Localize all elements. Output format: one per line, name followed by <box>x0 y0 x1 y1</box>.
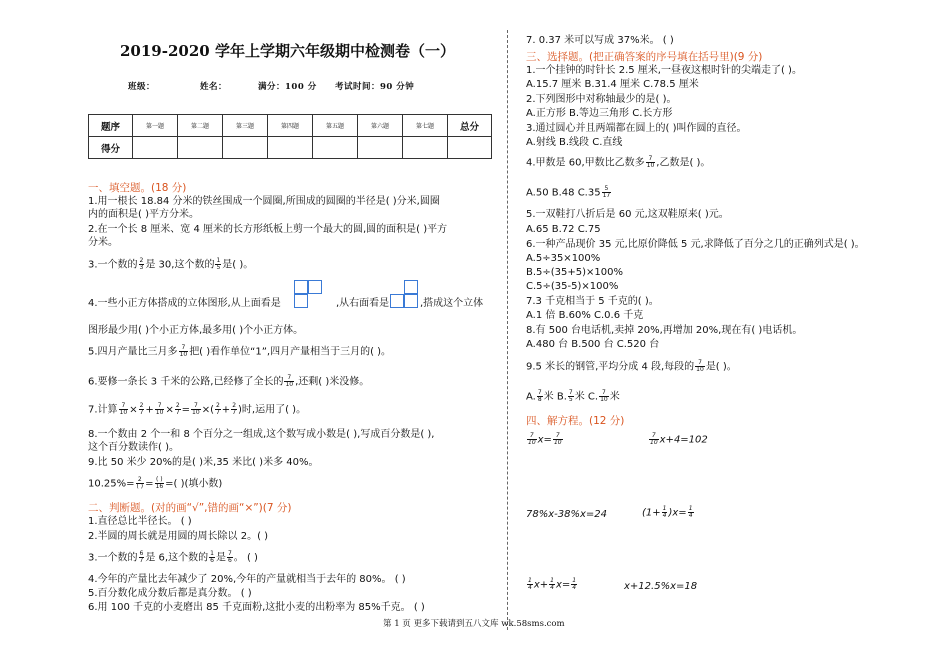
num: 1 <box>572 577 577 584</box>
den: 10 <box>528 439 536 446</box>
fraction <box>649 433 659 446</box>
score-table-row-head: 题序 <box>89 115 133 137</box>
text: (1+ <box>642 507 661 519</box>
s3-q1-options: A.15.7 厘米 B.31.4 厘米 C.78.5 厘米 <box>526 79 699 90</box>
s3-q7-options: A.1 倍 B.60% C.0.6 千克 <box>526 310 644 321</box>
fraction <box>284 375 294 388</box>
score-cell[interactable] <box>178 137 223 159</box>
s1-q1b: 内的面积是( )平方分米。 <box>88 209 199 220</box>
num: 5 <box>602 186 612 193</box>
num: 1 <box>688 505 693 512</box>
equation-2 <box>648 433 708 447</box>
equation-1 <box>526 433 564 447</box>
s2-q5: 5.百分数化成分数后都是真分数。 ( ) <box>88 588 252 599</box>
score-col-4: 第四题 <box>268 115 313 137</box>
text: 是( )。 <box>222 259 254 271</box>
score-col-1: 第一题 <box>133 115 178 137</box>
section2-title: 二、判断题。(对的画“√”,错的画“×”)(7 分) <box>88 502 292 514</box>
s1-q8b: 这个百分数读作( )。 <box>88 442 179 453</box>
text: 把( )看作单位“1”,四月产量相当于三月的( )。 <box>189 346 392 358</box>
num: 1 <box>216 257 221 264</box>
text: 是 6,这个数的 <box>145 552 209 564</box>
score-cell[interactable] <box>358 137 403 159</box>
den: 4 <box>572 584 577 591</box>
den: 5 <box>568 396 573 403</box>
num: 7 <box>179 345 189 352</box>
s3-q2-options: A.正方形 B.等边三角形 C.长方形 <box>526 108 673 119</box>
score-cell[interactable] <box>403 137 448 159</box>
s2-q7: 7. 0.37 米可以写成 37%米。 ( ) <box>526 35 674 46</box>
num: 7 <box>527 433 537 440</box>
fraction <box>537 390 543 403</box>
den: 10 <box>650 439 658 446</box>
s1-q1a: 1.用一根长 18.84 分米的铁丝围成一个圆圈,所围成的圆圈的半径是( )分米,圆圈 <box>88 196 440 207</box>
text: 。 ( ) <box>233 552 258 564</box>
den: 10 <box>600 396 608 403</box>
s2-q6: 6.用 100 千克的小麦磨出 85 千克面粉,这批小麦的出粉率为 85%千克。 ( ) <box>88 602 425 613</box>
num: 7 <box>646 156 656 163</box>
text: 7.计算 <box>88 404 118 416</box>
s3-q6-b: B.5÷(35+5)×100% <box>526 267 624 278</box>
den: 4 <box>688 512 693 519</box>
fraction <box>688 506 694 519</box>
s3-q8-options: A.480 台 B.500 台 C.520 台 <box>526 339 660 350</box>
fraction <box>549 578 555 591</box>
s3-q9 <box>526 360 737 374</box>
score-col-6: 第六题 <box>358 115 403 137</box>
text: ,乙数是( )。 <box>656 157 711 169</box>
text: 米 B. <box>543 391 567 403</box>
text: 4.甲数是 60,甲数比乙数多 <box>526 157 645 169</box>
s3-q6-a: A.5÷35×100% <box>526 253 601 264</box>
s3-q2: 2.下列图形中对称轴最少的是( )。 <box>526 94 677 105</box>
s1-q3 <box>88 258 253 272</box>
s1-q2a: 2.在一个长 8 厘米、宽 4 厘米的长方形纸板上剪一个最大的圆,圆的面积是( )平方 <box>88 224 448 235</box>
text: A.50 B.48 C.35 <box>526 187 601 199</box>
text: A. <box>526 391 536 403</box>
s3-q4-options <box>526 186 612 200</box>
fraction <box>568 390 574 403</box>
den: 3 <box>139 264 144 271</box>
den: 5 <box>216 264 221 271</box>
fraction <box>646 156 656 169</box>
fraction <box>209 551 215 564</box>
s1-q2b: 分米。 <box>88 237 118 248</box>
score-col-2: 第二题 <box>178 115 223 137</box>
fraction <box>599 390 609 403</box>
den: 10 <box>553 439 562 446</box>
page-footer: 第 1 页 更多下载请到五八文库 wk.58sms.com <box>383 619 565 629</box>
den: 10 <box>179 351 188 358</box>
s1-q4c: ,搭成这个立体 <box>420 298 484 309</box>
num: 7 <box>568 389 573 396</box>
s3-q4 <box>526 156 710 170</box>
num: 7 <box>553 433 563 440</box>
page-title: 2019-2020 学年上学期六年级期中检测卷（一） <box>120 42 455 60</box>
num: 1 <box>550 577 554 584</box>
score-cell[interactable] <box>268 137 313 159</box>
fraction <box>527 578 533 591</box>
s3-q3: 3.通过圆心并且两端都在圆上的( )叫作圆的直径。 <box>526 123 747 134</box>
den: 10 <box>285 381 294 388</box>
fraction <box>136 477 145 490</box>
s1-q4a: 4.一些小正方体搭成的立体图形,从上面看是 <box>88 298 281 309</box>
text: ,还剩( )米没修。 <box>295 376 370 388</box>
score-label: 满分：100 分 <box>258 82 317 92</box>
fraction <box>553 433 563 446</box>
score-col-5: 第五题 <box>313 115 358 137</box>
den: 10 <box>696 366 704 373</box>
s1-q10: 10.25%= $\frac{2}{( )}$ = $\frac{( )}{16}$ =( )(填小数) <box>88 476 223 490</box>
den: 10 <box>646 162 655 169</box>
equation-4 <box>642 506 695 520</box>
score-cell[interactable] <box>448 137 492 159</box>
s1-q5 <box>88 345 391 359</box>
text: 3.一个数的 <box>88 552 138 564</box>
text: 5.四月产量比三月多 <box>88 346 178 358</box>
s3-q7: 7.3 千克相当于 5 千克的( )。 <box>526 296 659 307</box>
section3-title: 三、选择题。(把正确答案的序号填在括号里)(9 分) <box>526 51 763 63</box>
s3-q8: 8.有 500 台电话机,卖掉 20%,再增加 20%,现在有( )电话机。 <box>526 325 803 336</box>
text: 是 30,这个数的 <box>145 259 215 271</box>
num: 7 <box>227 550 232 557</box>
fraction <box>527 433 537 446</box>
text: 是( )。 <box>705 361 737 373</box>
den: 7 <box>139 557 144 564</box>
section1-title: 一、填空题。(18 分) <box>88 182 187 194</box>
score-table <box>88 114 492 159</box>
fraction <box>602 186 612 199</box>
num: 7 <box>649 433 659 440</box>
fraction <box>179 345 189 358</box>
den: 6 <box>227 557 232 564</box>
num: 7 <box>284 375 294 382</box>
den: 17 <box>602 192 611 199</box>
s3-q5: 5.一双鞋打八折后是 60 元,这双鞋原来( )元。 <box>526 209 729 220</box>
text: 10.25%= <box>88 478 135 490</box>
column-divider <box>507 30 508 630</box>
num: 2 <box>136 477 145 484</box>
s1-q7: 7.计算 $\frac{7}{10}$ × $\frac{2}{7}$ + $\frac{7}{10}$ × $\frac{2}{7}$ = $\frac{7}{10}$ ×( $\frac{2}{7}$ + $\frac{2}{7}$ )时,运用了( )。 <box>88 402 307 416</box>
text: 9.5 米长的钢管,平均分成 4 段,每段的 <box>526 361 695 373</box>
score-cell[interactable] <box>133 137 178 159</box>
den: 4 <box>550 584 554 591</box>
score-cell[interactable] <box>223 137 268 159</box>
fraction <box>227 551 233 564</box>
s3-q5-options: A.65 B.72 C.75 <box>526 224 601 235</box>
fraction <box>662 506 668 519</box>
s1-q8a: 8.一个数由 2 个一和 8 个百分之一组成,这个数写成小数是( ),写成百分数是( ), <box>88 429 435 440</box>
equation-3: 78%x-38%x=24 <box>526 509 608 520</box>
text: x= <box>555 579 571 591</box>
s2-q1: 1.直径总比半径长。 ( ) <box>88 516 192 527</box>
num: 7 <box>695 360 705 367</box>
time-label: 考试时间：90 分钟 <box>335 82 415 92</box>
den: ( ) <box>136 483 144 490</box>
section4-title: 四、解方程。(12 分) <box>526 415 625 427</box>
num: 7 <box>599 390 609 397</box>
s3-q3-options: A.射线 B.线段 C.直线 <box>526 137 623 148</box>
den: 4 <box>662 512 667 519</box>
equation-6: x+12.5%x=18 <box>624 581 698 592</box>
num: 7 <box>537 389 542 396</box>
num: 6 <box>139 550 144 557</box>
den: 8 <box>537 396 542 403</box>
class-label: 班级： <box>128 82 156 92</box>
text: 是 <box>215 552 226 564</box>
score-total-head: 总分 <box>448 115 492 137</box>
score-cell[interactable] <box>313 137 358 159</box>
s3-q9-options <box>526 390 620 404</box>
num: 1 <box>210 550 214 557</box>
text: 6.要修一条长 3 千米的公路,已经修了全长的 <box>88 376 284 388</box>
den: 6 <box>210 557 214 564</box>
fraction <box>139 551 145 564</box>
fraction <box>215 258 221 271</box>
s1-q9: 9.比 50 米少 20%的是( )米,35 米比( )米多 40%。 <box>88 457 319 468</box>
den: 16 <box>155 483 164 490</box>
equation-5 <box>526 578 578 592</box>
num: 2 <box>139 257 144 264</box>
fraction <box>571 578 577 591</box>
score-row2-head: 得分 <box>89 137 133 159</box>
s1-q4d: 图形最少用( )个小正方体,最多用( )个小正方体。 <box>88 325 304 336</box>
s2-q3 <box>88 551 258 565</box>
s1-q4b: ,从右面看是 <box>336 298 390 309</box>
text: )x= <box>668 507 687 519</box>
score-col-7: 第七题 <box>403 115 448 137</box>
fraction <box>139 258 145 271</box>
text: 米 <box>609 391 620 403</box>
num: ( ) <box>156 476 163 483</box>
s3-q1: 1.一个挂钟的时针长 2.5 厘米,一昼夜这根时针的尖端走了( )。 <box>526 65 802 76</box>
text: 米 C. <box>574 391 599 403</box>
num: 1 <box>662 505 667 512</box>
s2-q4: 4.今年的产量比去年减少了 20%,今年的产量就相当于去年的 80%。 ( ) <box>88 574 406 585</box>
name-label: 姓名： <box>200 82 228 92</box>
s3-q6: 6.一种产品现价 35 元,比原价降低 5 元,求降低了百分之几的正确列式是( )。 <box>526 239 865 250</box>
den: 4 <box>528 584 532 591</box>
s1-q6 <box>88 375 369 389</box>
text: x= <box>537 434 552 446</box>
text: 时,运用了( )。 <box>241 404 307 416</box>
s2-q2: 2.半圆的周长就是用圆的周长除以 2。( ) <box>88 531 269 542</box>
num: 1 <box>528 577 532 584</box>
fraction <box>155 477 165 490</box>
text: x+ <box>533 579 549 591</box>
text: =( )(填小数) <box>165 478 223 490</box>
score-col-3: 第三题 <box>223 115 268 137</box>
fraction <box>695 360 705 373</box>
s3-q6-c: C.5÷(35-5)×100% <box>526 281 619 292</box>
text: x+4=102 <box>659 434 708 446</box>
text: 3.一个数的 <box>88 259 138 271</box>
